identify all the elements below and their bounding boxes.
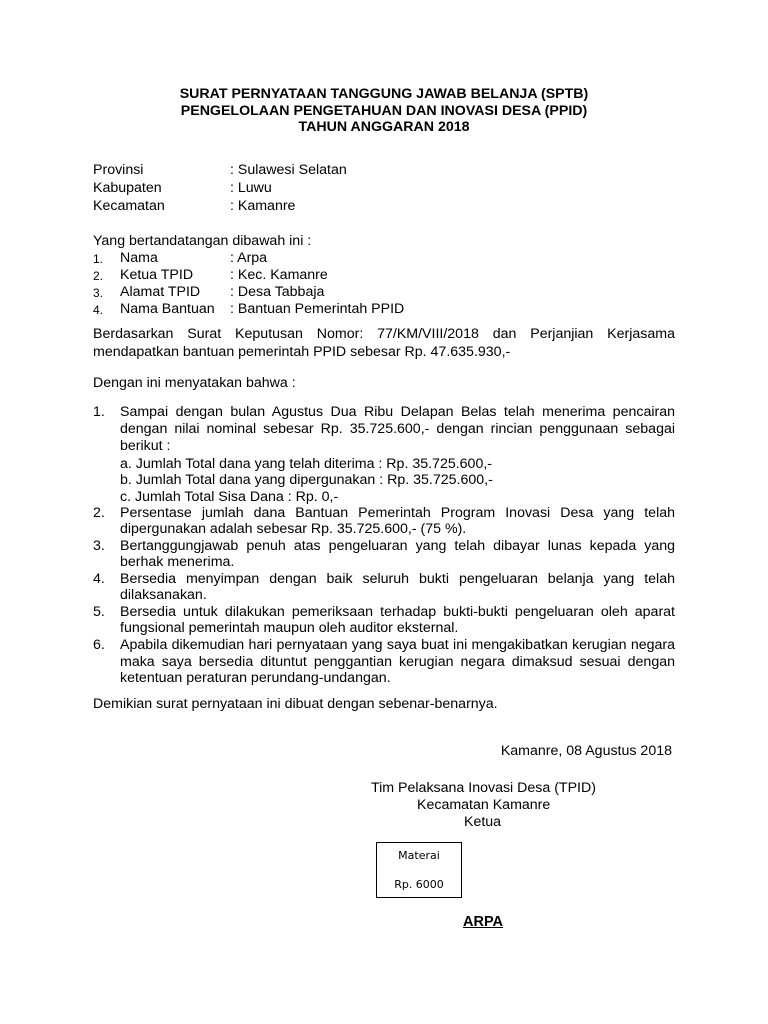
point-line: dengan nilai nominal sebesar Rp. 35.725.600,- dengan rincian penggunaan sebagai: [120, 421, 675, 437]
org-line-2: Kecamatan Kamanre: [417, 797, 551, 813]
point-line: Bersedia untuk dilakukan pemeriksaan terhadap bukti-bukti pengeluaran oleh aparat: [120, 604, 675, 620]
kecamatan-value: : Kamanre: [230, 198, 296, 214]
point-number: 1.: [93, 404, 105, 420]
org-line-3: Ketua: [464, 814, 502, 830]
point-number: 2.: [93, 505, 105, 521]
point-line: berhak menerima.: [120, 554, 235, 570]
signatory-item-num: 2.: [93, 269, 104, 283]
org-line-1: Tim Pelaksana Inovasi Desa (TPID): [371, 780, 596, 796]
point-line: Apabila dikemudian hari pernyataan yang saya buat ini mengakibatkan kerugian negara: [120, 637, 675, 653]
signatory-item-value: : Bantuan Pemerintah PPID: [230, 301, 405, 317]
kabupaten-label: Kabupaten: [93, 180, 162, 196]
sub-item: b. Jumlah Total dana yang dipergunakan : Rp. 35.725.600,-: [120, 472, 493, 488]
point-number: 5.: [93, 604, 105, 620]
stamp-label: Materai: [398, 849, 440, 862]
document-title: [0, 86, 768, 136]
provinsi-label: Provinsi: [93, 162, 144, 178]
signatory-item-label: Nama: [120, 250, 158, 266]
point-line: dipergunakan adalah sebesar Rp. 35.725.600,- (75 %).: [120, 521, 467, 537]
signatory-item-num: 4.: [93, 303, 104, 317]
provinsi-value: : Sulawesi Selatan: [230, 162, 347, 178]
point-number: 6.: [93, 637, 105, 653]
point-line: dilaksanakan.: [120, 587, 207, 603]
stamp-duty-box: [376, 842, 462, 898]
statement-intro: Dengan ini menyatakan bahwa :: [93, 375, 296, 391]
signatory-item-label: Nama Bantuan: [120, 301, 215, 317]
signer-name: ARPA: [463, 914, 504, 930]
point-line: Bersedia menyimpan dengan baik seluruh bukti pengeluaran belanja yang telah: [120, 571, 675, 587]
point-line: Bertanggungjawab penuh atas pengeluaran yang telah dibayar lunas kepada yang: [120, 538, 675, 554]
point-line: fungsional pemerintah maupun oleh auditor eksternal.: [120, 620, 459, 636]
place-date: Kamanre, 08 Agustus 2018: [500, 743, 672, 759]
signatory-intro: Yang bertandatangan dibawah ini :: [93, 233, 312, 249]
signatory-item-label: Ketua TPID: [120, 267, 194, 283]
signatory-item-num: 1.: [93, 252, 104, 266]
basis-line-2: mendapatkan bantuan pemerintah PPID sebesar Rp. 47.635.930,-: [93, 344, 511, 360]
basis-line-1: Berdasarkan Surat Keputusan Nomor: 77/KM/VIII/2018 dan Perjanjian Kerjasama: [93, 326, 675, 342]
signatory-item-value: : Desa Tabbaja: [230, 284, 325, 300]
signatory-item-num: 3.: [93, 286, 104, 300]
point-line: ketentuan peraturan perundang-undangan.: [120, 670, 391, 686]
signatory-item-value: : Kec. Kamanre: [230, 267, 328, 283]
point-line: Sampai dengan bulan Agustus Dua Ribu Delapan Belas telah menerima pencairan: [120, 404, 675, 420]
stamp-value: Rp. 6000: [394, 878, 444, 891]
point-line: berikut :: [120, 438, 171, 454]
point-number: 4.: [93, 571, 105, 587]
kabupaten-value: : Luwu: [230, 180, 272, 196]
point-line: maka saya bersedia dituntut penggantian kerugian negara dimaksud sesuai dengan: [120, 654, 675, 670]
sub-item: a. Jumlah Total dana yang telah diterima : Rp. 35.725.600,-: [120, 456, 492, 472]
title-line-3: TAHUN ANGGARAN 2018: [298, 119, 470, 135]
title-line-2: PENGELOLAAN PENGETAHUAN DAN INOVASI DESA (PPID): [180, 102, 588, 119]
signatory-item-label: Alamat TPID: [120, 284, 201, 300]
point-number: 3.: [93, 538, 105, 554]
kecamatan-label: Kecamatan: [93, 198, 165, 214]
closing-statement: Demikian surat pernyataan ini dibuat dengan sebenar-benarnya.: [93, 696, 498, 712]
title-line-1: SURAT PERNYATAAN TANGGUNG JAWAB BELANJA (SPTB): [179, 86, 589, 102]
sub-item: c. Jumlah Total Sisa Dana : Rp. 0,-: [120, 489, 339, 505]
point-line: Persentase jumlah dana Bantuan Pemerintah Program Inovasi Desa yang telah: [120, 505, 675, 521]
signatory-item-value: : Arpa: [230, 250, 268, 266]
